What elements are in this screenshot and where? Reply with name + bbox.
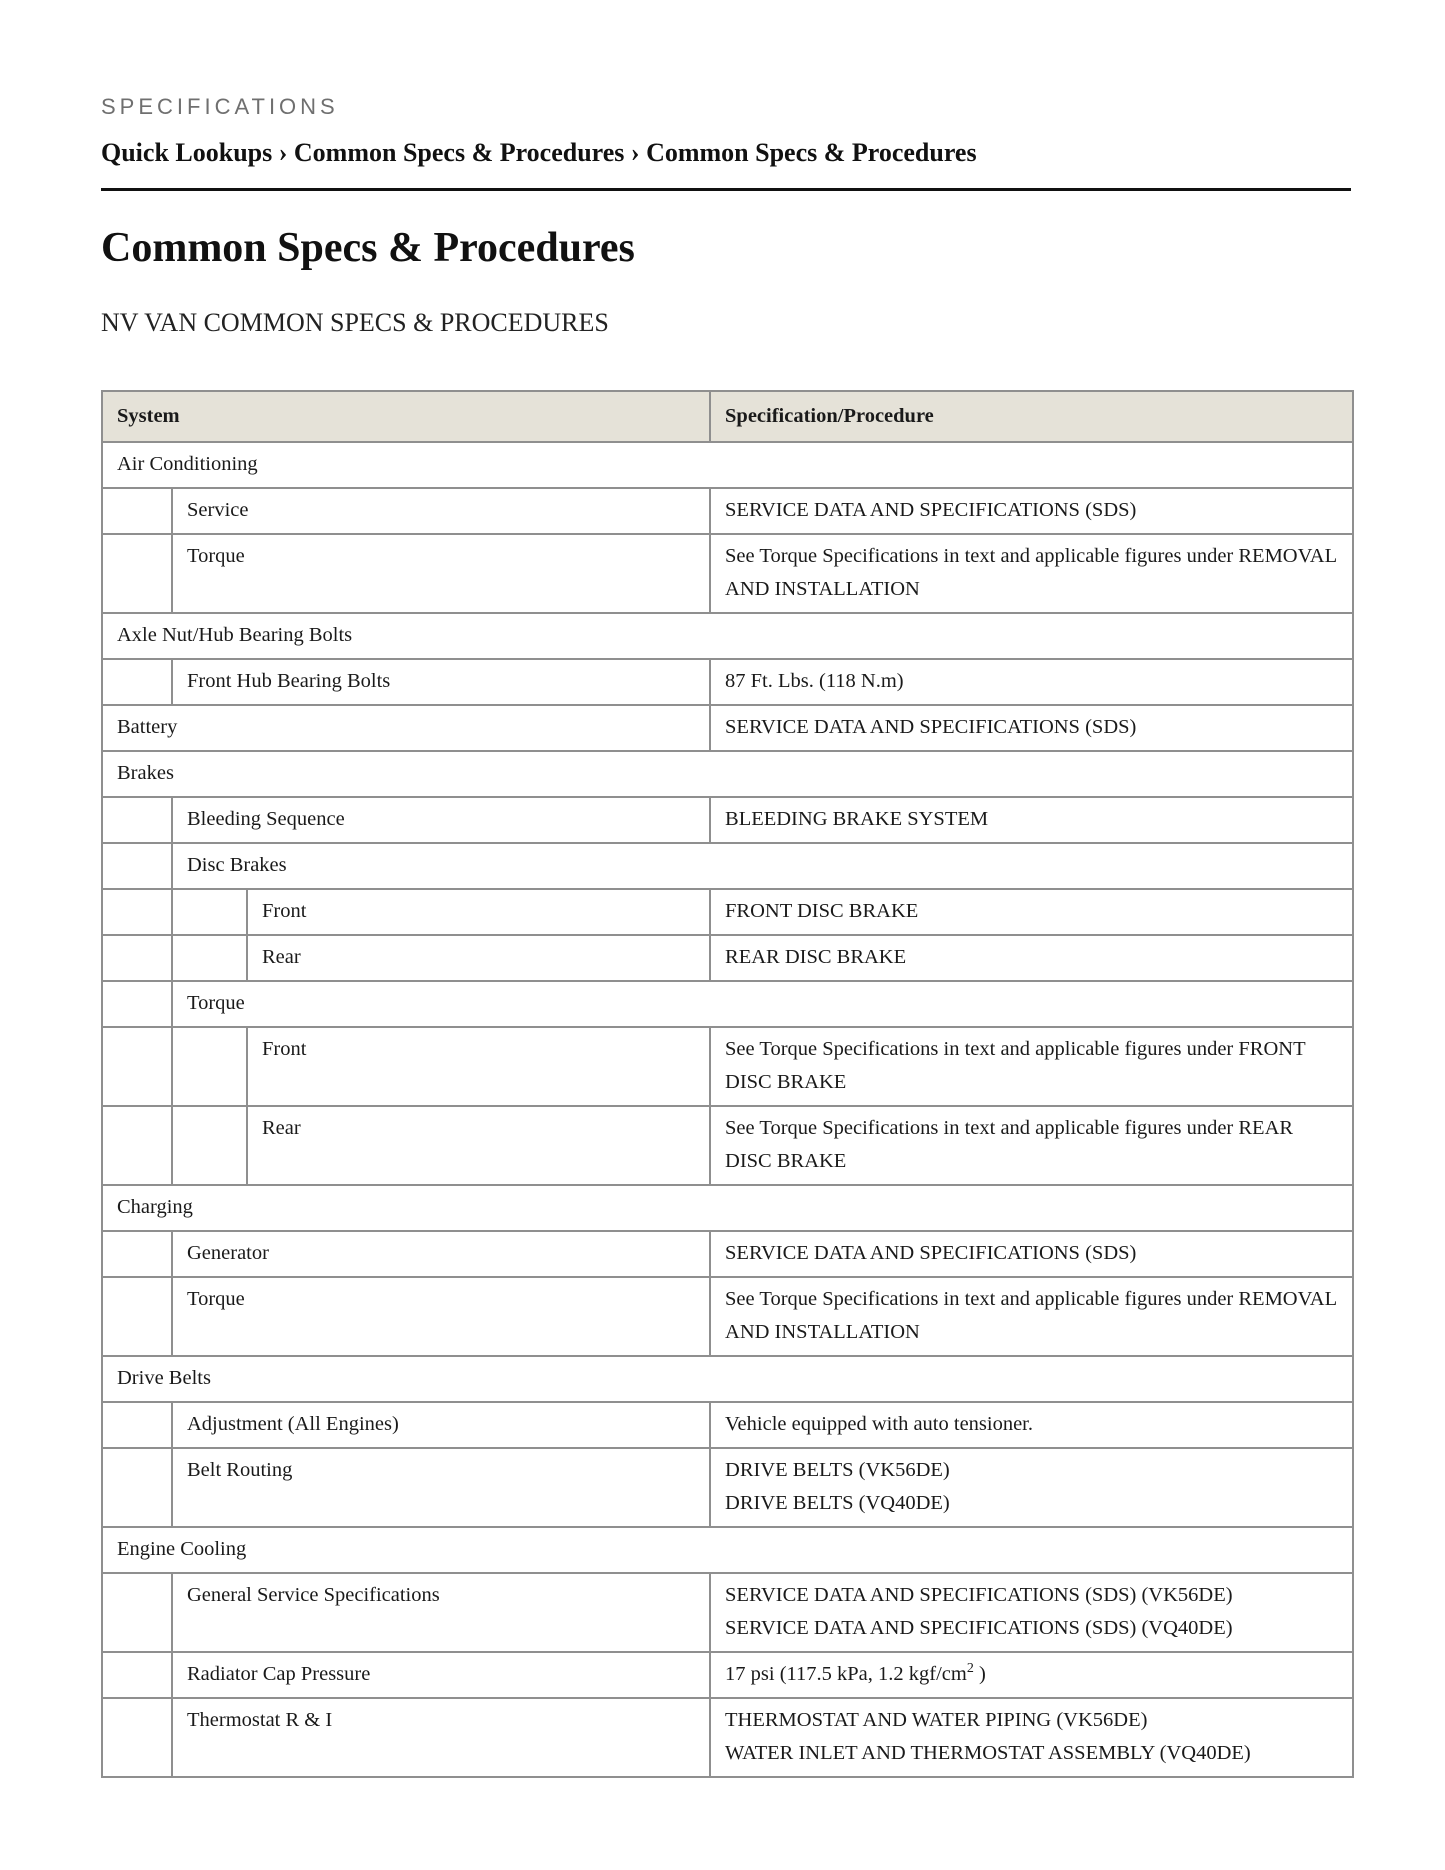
indent-cell — [102, 843, 172, 889]
spec-cell — [710, 1698, 1353, 1777]
spec-text: See Torque Specifications in text and applicable figures under FRONT DISC BRAKE — [725, 1038, 1306, 1093]
spec-line — [725, 941, 1338, 974]
spec-cell — [710, 1231, 1353, 1277]
indent-cell — [102, 488, 172, 534]
indent-cell — [102, 1652, 172, 1698]
page-subtitle: NV VAN COMMON SPECS & PROCEDURES — [101, 308, 609, 337]
indent-cell — [102, 889, 172, 935]
spec-cell — [710, 488, 1353, 534]
spec-text: FRONT DISC BRAKE — [725, 900, 919, 922]
spec-cell — [710, 1448, 1353, 1527]
spec-cell — [710, 889, 1353, 935]
table-row — [102, 442, 1353, 488]
table-row — [102, 935, 1353, 981]
page-title: Common Specs & Procedures — [101, 225, 635, 271]
system-cell: Front Hub Bearing Bolts — [172, 659, 710, 705]
table-row — [102, 1527, 1353, 1573]
spec-line — [725, 540, 1338, 606]
table-row — [102, 488, 1353, 534]
spec-text: BLEEDING BRAKE SYSTEM — [725, 808, 989, 830]
table-row — [102, 797, 1353, 843]
table-row — [102, 843, 1353, 889]
spec-line — [725, 711, 1338, 744]
table-row — [102, 1402, 1353, 1448]
indent-cell — [102, 1027, 172, 1106]
system-cell: General Service Specifications — [172, 1573, 710, 1652]
indent-cell — [102, 935, 172, 981]
system-cell: Axle Nut/Hub Bearing Bolts — [102, 613, 1353, 659]
spec-text: 17 psi (117.5 kPa, 1.2 kgf/cm — [725, 1663, 967, 1685]
spec-text: SERVICE DATA AND SPECIFICATIONS (SDS) — [725, 716, 1137, 738]
system-cell: Drive Belts — [102, 1356, 1353, 1402]
spec-text: Vehicle equipped with auto tensioner. — [725, 1413, 1034, 1435]
table-row — [102, 1652, 1353, 1698]
spec-line — [725, 1112, 1338, 1178]
system-cell: Front — [247, 889, 710, 935]
table-row — [102, 981, 1353, 1027]
indent-cell — [102, 534, 172, 613]
spec-line — [725, 803, 1338, 836]
table-row — [102, 1698, 1353, 1777]
indent-cell — [102, 797, 172, 843]
spec-text: DRIVE BELTS (VK56DE) — [725, 1459, 950, 1481]
spec-text: REAR DISC BRAKE — [725, 946, 907, 968]
spec-suffix: ) — [973, 1663, 986, 1685]
spec-line — [725, 1737, 1338, 1770]
specs-table — [101, 390, 1354, 1778]
indent-cell — [102, 659, 172, 705]
system-cell: Generator — [172, 1231, 710, 1277]
indent-cell — [172, 1106, 247, 1185]
spec-text: WATER INLET AND THERMOSTAT ASSEMBLY (VQ40DE) — [725, 1742, 1251, 1764]
table-body — [102, 442, 1353, 1777]
indent-cell — [102, 1277, 172, 1356]
system-cell: Disc Brakes — [172, 843, 1353, 889]
table-row — [102, 705, 1353, 751]
spec-cell — [710, 1573, 1353, 1652]
system-cell: Front — [247, 1027, 710, 1106]
spec-text: SERVICE DATA AND SPECIFICATIONS (SDS) (VQ40DE) — [725, 1617, 1233, 1639]
indent-cell — [102, 1448, 172, 1527]
table-row — [102, 1356, 1353, 1402]
spec-cell — [710, 1027, 1353, 1106]
table-row — [102, 659, 1353, 705]
system-cell: Air Conditioning — [102, 442, 1353, 488]
indent-cell — [102, 1231, 172, 1277]
table-row — [102, 751, 1353, 797]
system-cell: Rear — [247, 935, 710, 981]
spec-cell — [710, 659, 1353, 705]
spec-cell — [710, 1277, 1353, 1356]
system-cell: Charging — [102, 1185, 1353, 1231]
system-cell: Battery — [102, 705, 710, 751]
spec-text: See Torque Specifications in text and applicable figures under REMOVAL AND INSTALLATION — [725, 545, 1337, 600]
system-cell: Belt Routing — [172, 1448, 710, 1527]
spec-line — [725, 1237, 1338, 1270]
spec-text: See Torque Specifications in text and applicable figures under REMOVAL AND INSTALLATION — [725, 1288, 1337, 1343]
spec-line — [725, 1283, 1338, 1349]
indent-cell — [102, 1573, 172, 1652]
table-row — [102, 1185, 1353, 1231]
spec-cell — [710, 1106, 1353, 1185]
system-cell: Torque — [172, 534, 710, 613]
table-row — [102, 1277, 1353, 1356]
spec-line — [725, 1487, 1338, 1520]
table-row — [102, 534, 1353, 613]
spec-line — [725, 665, 1338, 698]
system-cell: Bleeding Sequence — [172, 797, 710, 843]
system-cell: Adjustment (All Engines) — [172, 1402, 710, 1448]
system-cell: Rear — [247, 1106, 710, 1185]
spec-superscript: 2 — [966, 1661, 974, 1676]
table-header-row — [102, 391, 1353, 442]
spec-line — [725, 1704, 1338, 1737]
table-row — [102, 889, 1353, 935]
header-rule — [101, 188, 1351, 191]
system-cell: Thermostat R & I — [172, 1698, 710, 1777]
table-row — [102, 1448, 1353, 1527]
section-label: SPECIFICATIONS — [101, 94, 339, 119]
spec-cell — [710, 705, 1353, 751]
column-header-system: System — [102, 391, 710, 442]
spec-text: SERVICE DATA AND SPECIFICATIONS (SDS) — [725, 499, 1137, 521]
spec-cell — [710, 1652, 1353, 1698]
table-row — [102, 1106, 1353, 1185]
spec-cell — [710, 1402, 1353, 1448]
indent-cell — [102, 981, 172, 1027]
indent-cell — [102, 1698, 172, 1777]
spec-text: THERMOSTAT AND WATER PIPING (VK56DE) — [725, 1709, 1148, 1731]
system-cell: Engine Cooling — [102, 1527, 1353, 1573]
spec-line — [725, 1033, 1338, 1099]
spec-text: DRIVE BELTS (VQ40DE) — [725, 1492, 950, 1514]
spec-line — [725, 494, 1338, 527]
table-row — [102, 1027, 1353, 1106]
spec-text: SERVICE DATA AND SPECIFICATIONS (SDS) (VK56DE) — [725, 1584, 1233, 1606]
breadcrumb: Quick Lookups › Common Specs & Procedures › Common Specs & Procedures — [101, 138, 977, 167]
table-row — [102, 613, 1353, 659]
indent-cell — [172, 935, 247, 981]
spec-line — [725, 1408, 1338, 1441]
system-cell: Radiator Cap Pressure — [172, 1652, 710, 1698]
spec-text: See Torque Specifications in text and applicable figures under REAR DISC BRAKE — [725, 1117, 1294, 1172]
spec-line — [725, 1579, 1338, 1612]
spec-text: 87 Ft. Lbs. (118 N.m) — [725, 670, 904, 692]
indent-cell — [172, 889, 247, 935]
indent-cell — [102, 1106, 172, 1185]
table-row — [102, 1231, 1353, 1277]
spec-cell — [710, 935, 1353, 981]
table-row — [102, 1573, 1353, 1652]
spec-text: SERVICE DATA AND SPECIFICATIONS (SDS) — [725, 1242, 1137, 1264]
indent-cell — [102, 1402, 172, 1448]
system-cell: Service — [172, 488, 710, 534]
system-cell: Torque — [172, 1277, 710, 1356]
spec-line — [725, 1612, 1338, 1645]
system-cell: Brakes — [102, 751, 1353, 797]
spec-cell — [710, 797, 1353, 843]
spec-line — [725, 895, 1338, 928]
spec-line — [725, 1658, 1338, 1691]
column-header-spec: Specification/Procedure — [710, 391, 1353, 442]
indent-cell — [172, 1027, 247, 1106]
spec-cell — [710, 534, 1353, 613]
spec-line — [725, 1454, 1338, 1487]
system-cell: Torque — [172, 981, 1353, 1027]
